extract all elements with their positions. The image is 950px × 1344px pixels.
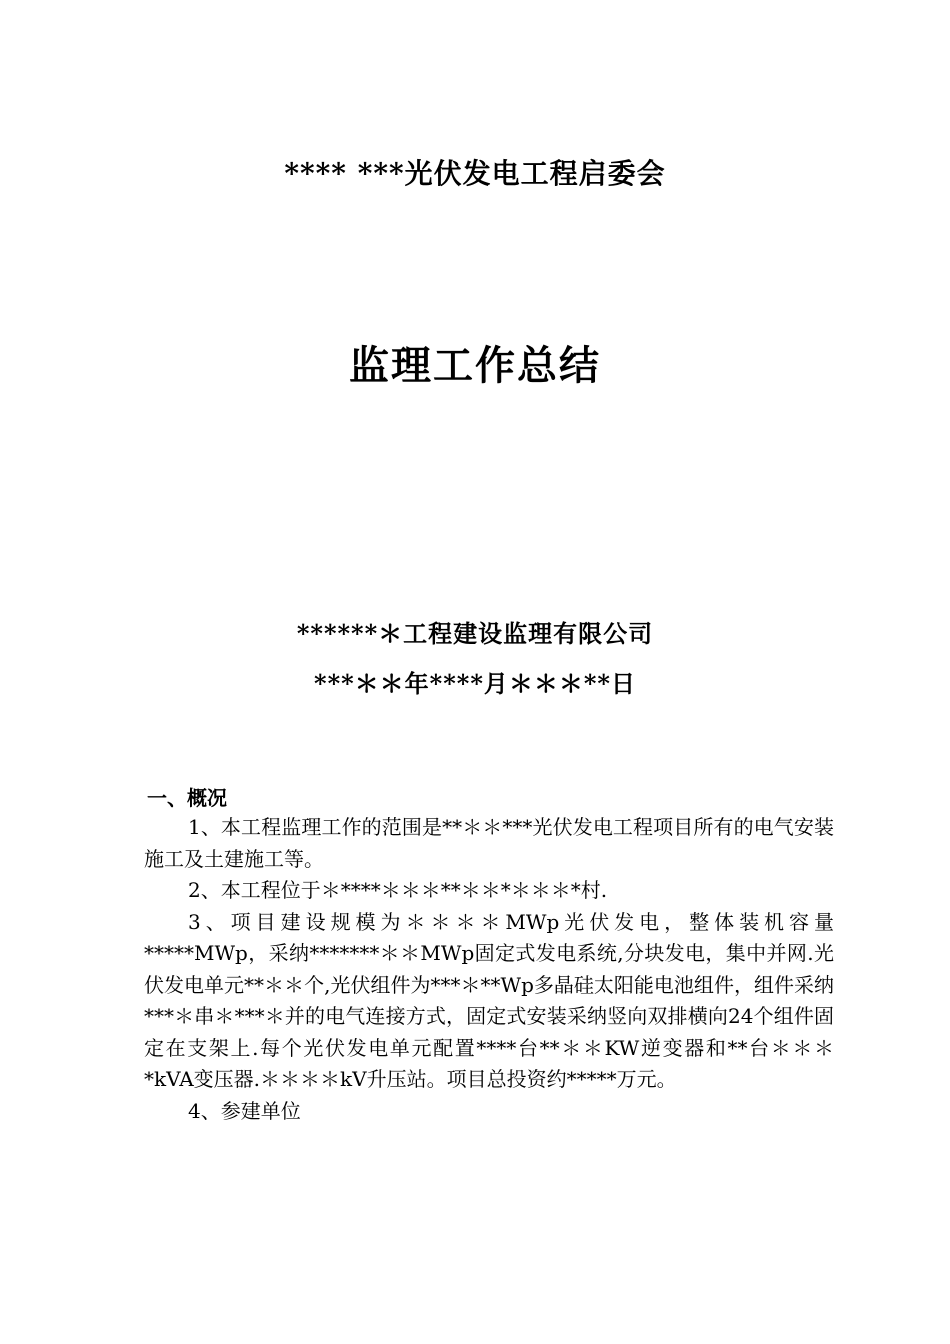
paragraph-participants: 4、参建单位 bbox=[188, 1098, 301, 1123]
document-date: ***＊＊年****月＊＊＊**日 bbox=[314, 669, 636, 698]
paragraph-location: 2、本工程位于＊****＊＊＊**＊＊*＊＊＊*村. bbox=[188, 878, 608, 902]
paragraph-scope: 1、本工程监理工作的范围是**＊＊***光伏发电工程项目所有的电气安装施工及土建施工等。 bbox=[144, 815, 834, 871]
paragraph-scale: 3、项目建设规模为＊＊＊＊MWp光伏发电，整体装机容量*****MWp，采纳*******＊＊MWp固定式发电系统,分块发电，集中并网.光伏发电单元**＊＊个,光伏组件为***＊**Wp多晶硅太阳能电池组件，组件采纳***＊串＊***＊并的电气连接方式，固定式安装采纳竖向双排横向24个组件固定在支架上.每个光伏发电单元配置****台**＊＊KW逆变器和**台＊＊＊*kVA变压器.＊＊＊＊kV升压站。项目总投资约*****万元。 bbox=[144, 909, 834, 1091]
project-title: **** ***光伏发电工程启委会 bbox=[284, 157, 666, 190]
company-name: ******＊工程建设监理有限公司 bbox=[296, 619, 654, 648]
document-title: 监理工作总结 bbox=[349, 342, 601, 389]
section-heading-overview: 一、概况 bbox=[147, 786, 227, 810]
overview-body bbox=[144, 812, 834, 1127]
